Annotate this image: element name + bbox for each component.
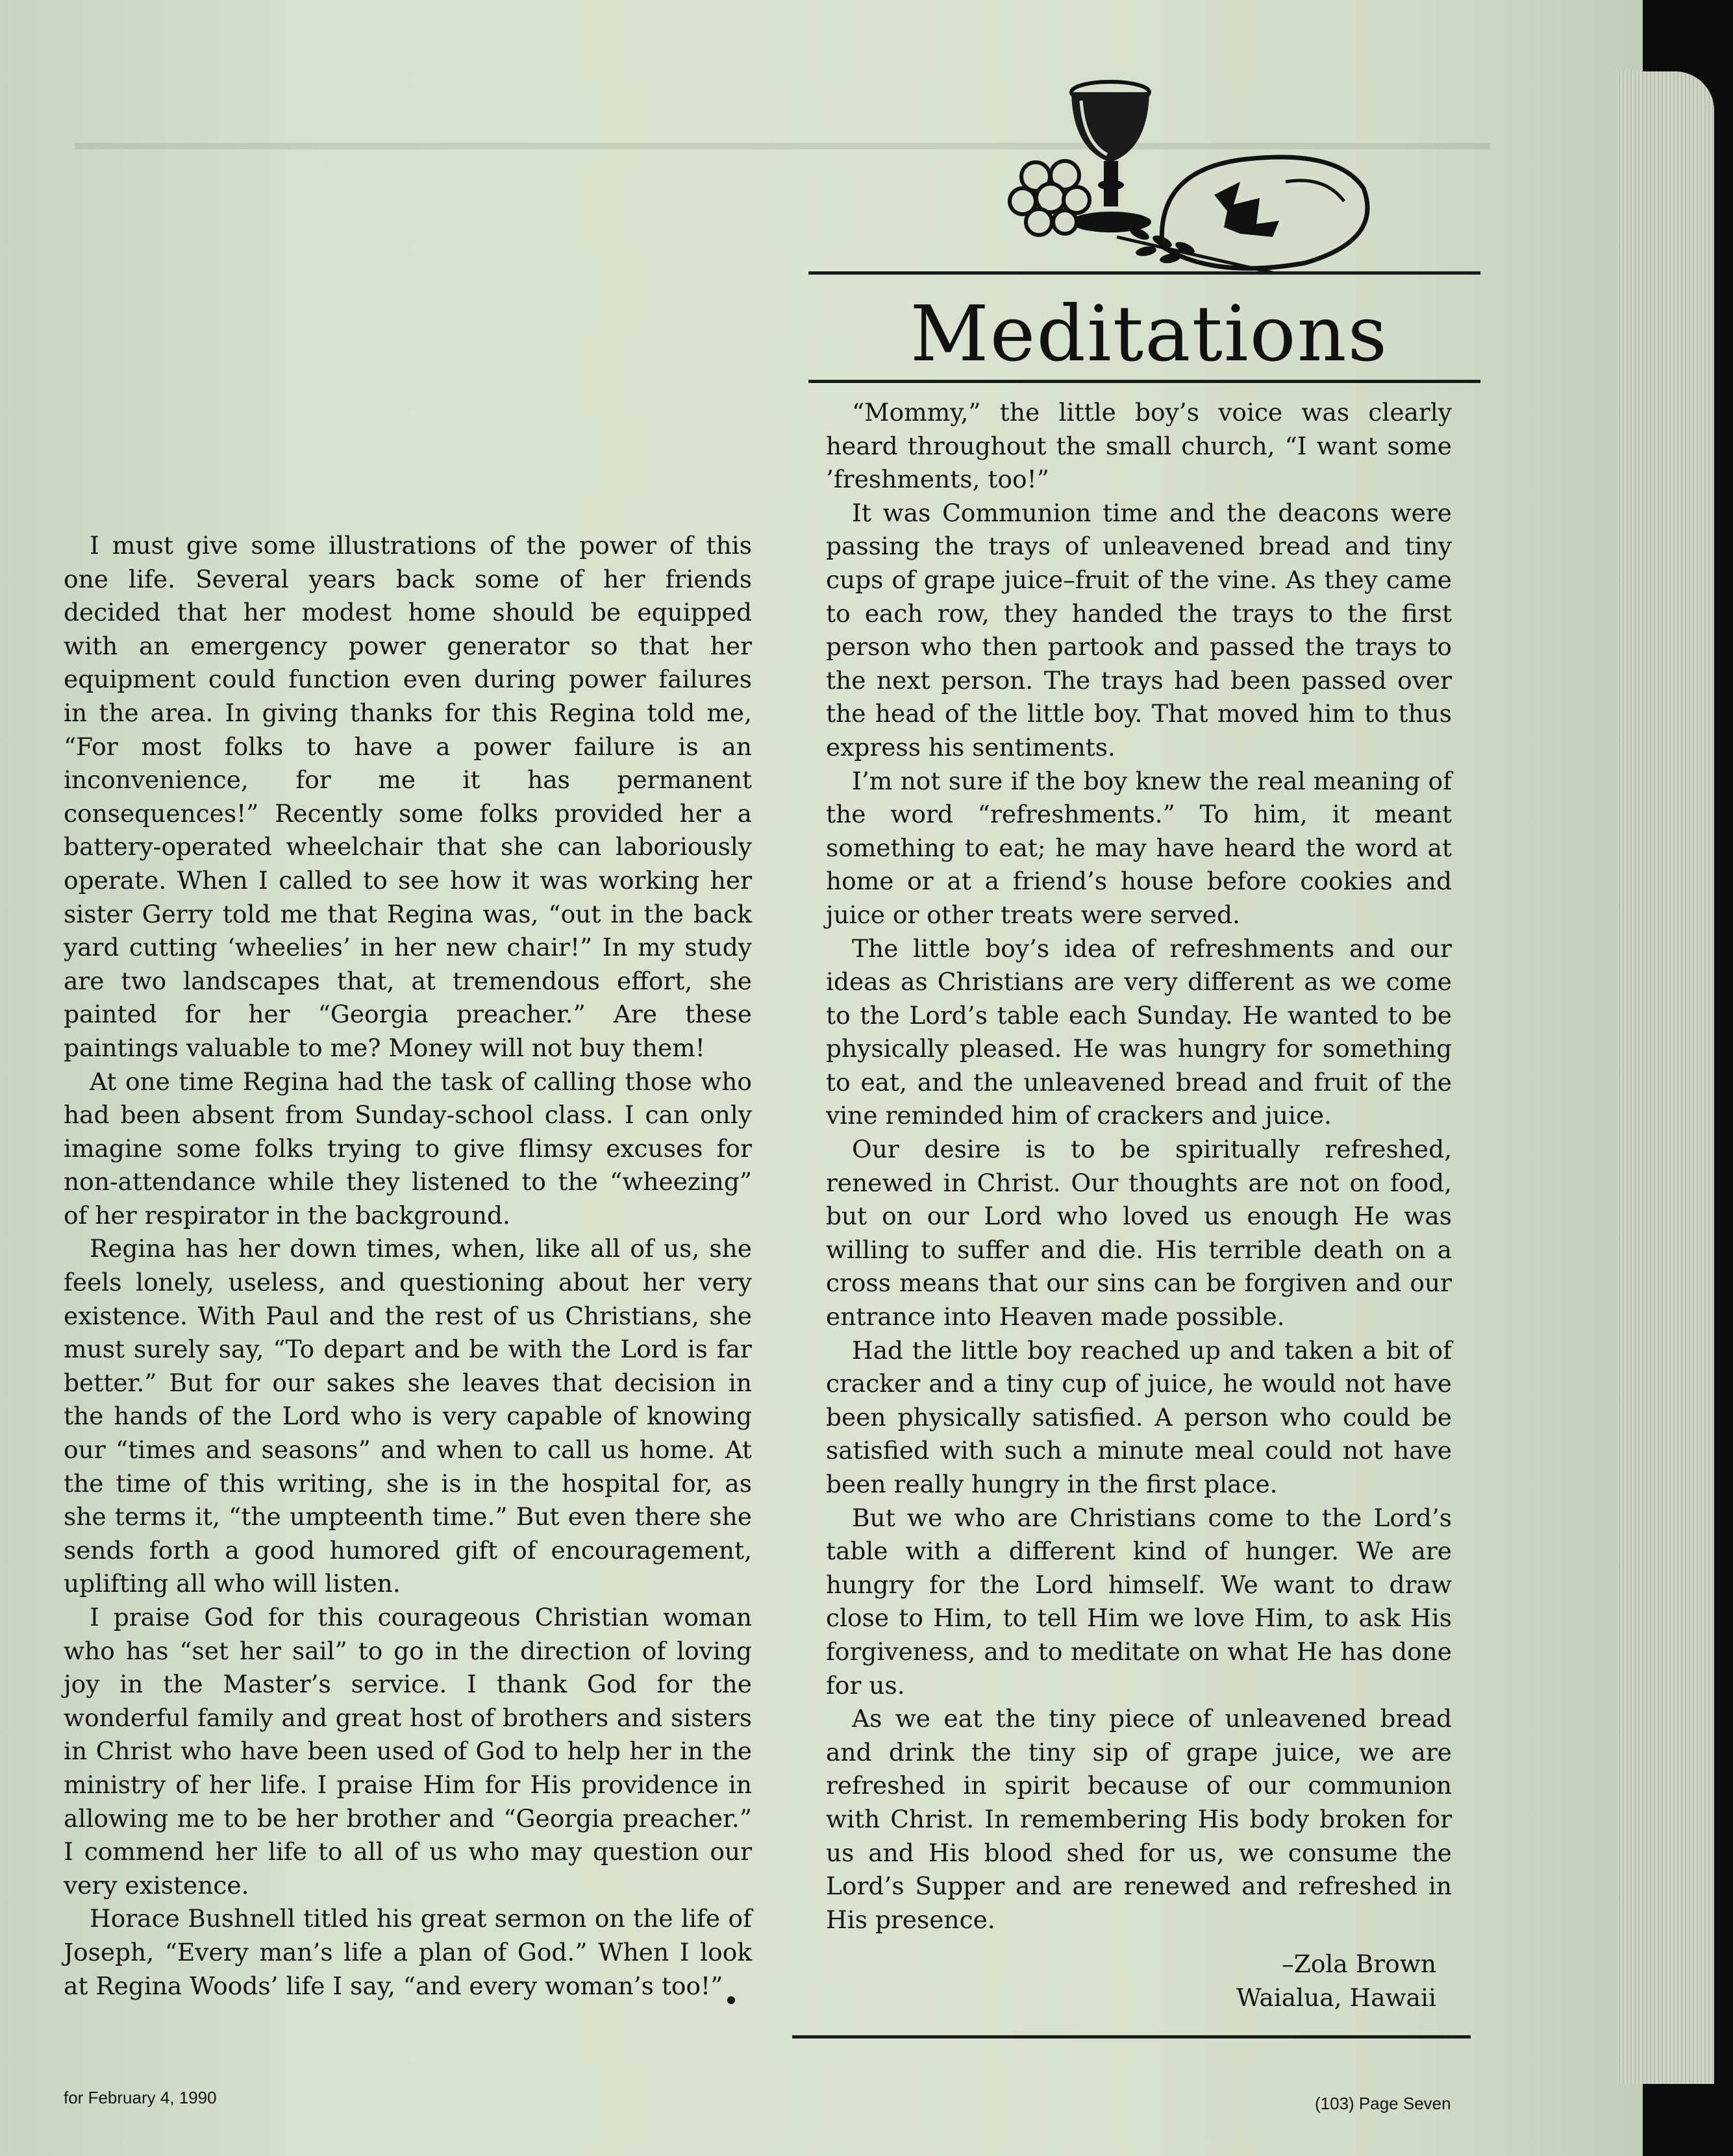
article-paragraph: Horace Bushnell titled his great sermon on the life of Joseph, “Every man’s life a plan of God.” When I look at Regina Woods’ life I say, “and every woman’s too!” xyxy=(64,1904,752,2000)
footer-date: for February 4, 1990 xyxy=(64,2088,217,2107)
meditations-bottom-rule xyxy=(792,2035,1471,2038)
meditation-paragraph: The little boy’s idea of refreshments and our ideas as Christians are very different as we come to the Lord’s table each Sunday. He wanted to be physically pleased. He was hungry for something to eat, and the unleavened bread and fruit of the vine reminded him of crackers and juice. xyxy=(826,934,1452,1130)
footer-page-number: (103) Page Seven xyxy=(1315,2094,1451,2113)
meditation-paragraph: I’m not sure if the boy knew the real meaning of the word “refreshments.” To him, it meant something to eat; he may have heard the word at home or at a friend’s house before cookies and juice or other treats were served. xyxy=(826,766,1452,929)
article-paragraph: At one time Regina had the task of calling those who had been absent from Sunday-school class. I can only imagine some folks trying to give flimsy excuses for non-attendance while they listened to the “wheezing” of her respirator in the background. xyxy=(64,1067,752,1230)
author-location: Waialua, Hawaii xyxy=(1236,1983,1436,2012)
binding-page-edge xyxy=(1617,71,1714,2084)
article-column xyxy=(64,529,752,2003)
article-paragraph: I praise God for this courageous Christian woman who has “set her sail” to go in the direction of loving joy in the Master’s service. I thank God for the wonderful family and great host of brothers and sisters in Christ who have been used of God to help her in the ministry of her life. I praise Him for His providence in allowing me to be her brother and “Georgia preacher.” I commend her life to all of us who may question our very existence. xyxy=(64,1603,752,1900)
meditations-column xyxy=(826,396,1452,1937)
author-name: –Zola Brown xyxy=(1282,1950,1436,1978)
title-rule-top xyxy=(808,271,1480,275)
meditations-title: Meditations xyxy=(910,289,1389,378)
end-mark xyxy=(727,1996,735,2004)
meditation-paragraph: It was Communion time and the deacons were passing the trays of unleavened bread and tiny cups of grape juice–fruit of the vine. As they came to each row, they handed the trays to the first person who then partook and passed the trays to the next person. The trays had been passed over the head of the little boy. That moved him to thus express his sentiments. xyxy=(826,498,1452,762)
title-rule-bottom xyxy=(808,380,1480,383)
article-paragraph: I must give some illustrations of the power of this one life. Several years back some of her friends decided that her modest home should be equipped with an emergency power generator so that her equipment could function even during power failures in the area. In giving thanks for this Regina told me, “For most folks to have a power failure is an inconvenience, for me it has permanent consequences!” Recently some folks provided her a battery-operated wheelchair that she can laboriously operate. When I called to see how it was working her sister Gerry told me that Regina was, “out in the back yard cutting ‘wheelies’ in her new chair!” In my study are two landscapes that, at tremendous effort, she painted for her “Georgia preacher.” Are these paintings valuable to me? Money will not buy them! xyxy=(64,531,752,1062)
meditation-paragraph: As we eat the tiny piece of unleavened bread and drink the tiny sip of grape juice, we are refreshed in spirit because of our communion with Christ. In remembering His body broken for us and His blood shed for us, we consume the Lord’s Supper and are renewed and refreshed in His presence. xyxy=(826,1704,1452,1934)
meditation-paragraph: But we who are Christians come to the Lord’s table with a different kind of hunger. We are hungry for the Lord himself. We want to draw close to Him, to tell Him we love Him, to ask His forgiveness, and to meditate on what He has done for us. xyxy=(826,1503,1452,1700)
meditation-paragraph: “Mommy,” the little boy’s voice was clearly heard throughout the small church, “I want some ’freshments, too!” xyxy=(826,398,1452,494)
meditation-paragraph: Our desire is to be spiritually refreshed, renewed in Christ. Our thoughts are not on food, but on our Lord who loved us enough He was willing to suffer and die. His terrible death on a cross means that our sins can be forgiven and our entrance into Heaven made possible. xyxy=(826,1135,1452,1332)
meditation-paragraph: Had the little boy reached up and taken a bit of cracker and a tiny cup of juice, he would not have been physically satisfied. A person who could be satisfied with such a minute meal could not have been really hungry in the first place. xyxy=(826,1335,1452,1498)
communion-illustration xyxy=(1000,71,1403,279)
article-paragraph: Regina has her down times, when, like all of us, she feels lonely, useless, and questioning about her very existence. With Paul and the rest of us Christians, she must surely say, “To depart and be with the Lord is far better.” But for our sakes she leaves that decision in the hands of the Lord who is very capable of knowing our “times and seasons” and when to call us home. At the time of this writing, she is in the hospital for, as she terms it, “the umpteenth time.” But even there she sends forth a good humored gift of encouragement, uplifting all who will listen. xyxy=(64,1234,752,1598)
